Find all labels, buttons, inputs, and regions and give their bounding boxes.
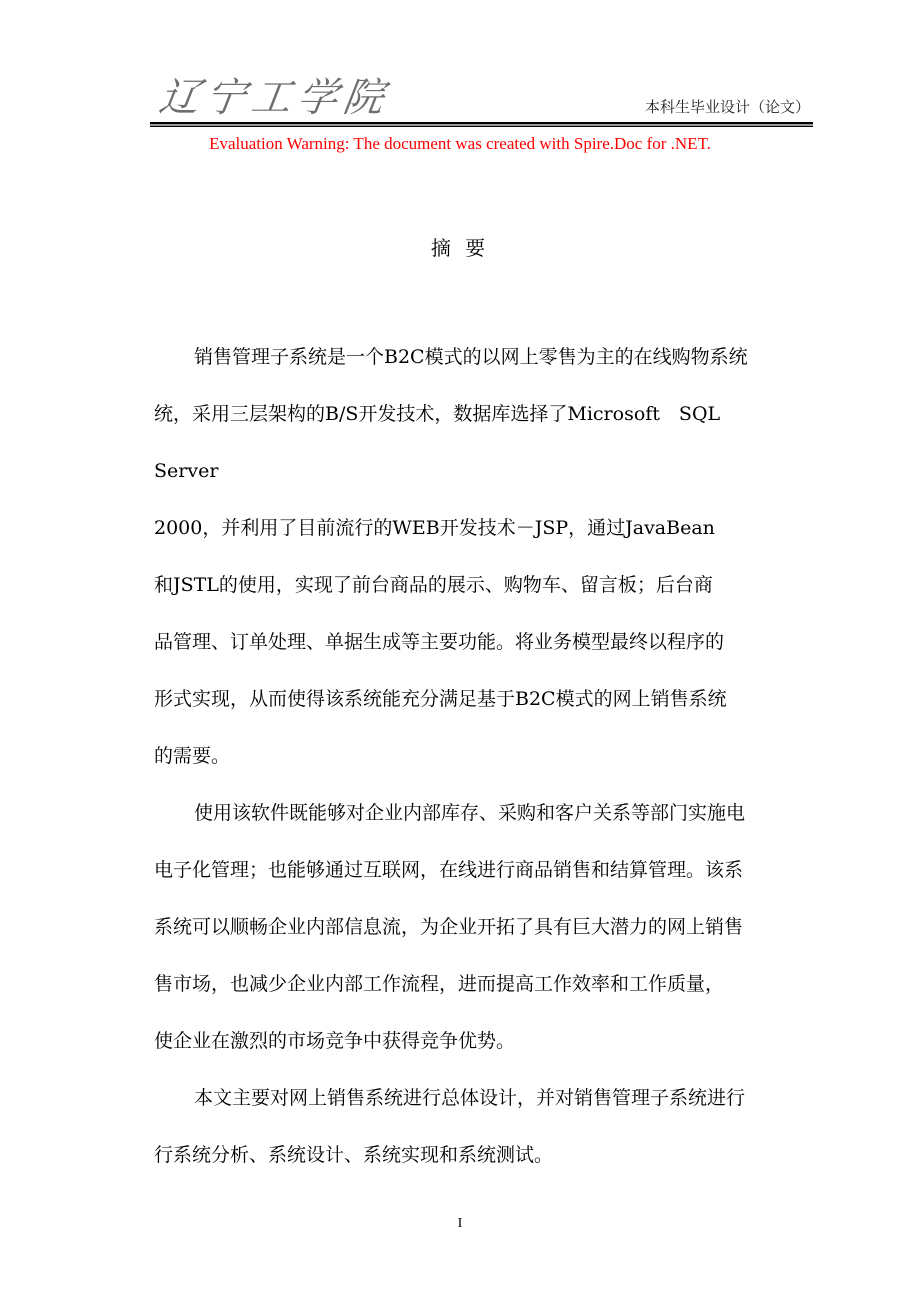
text-line: 形式实现，从而使得该系统能充分满足基于B2C模式的网上销售系统 <box>154 688 727 710</box>
text-line: 行系统分析、系统设计、系统实现和系统测试。 <box>154 1144 554 1166</box>
text-line: 电子化管理；也能够通过互联网，在线进行商品销售和结算管理。该系 <box>154 859 744 881</box>
text-line: 销售管理子系统是一个B2C模式的以网上零售为主的在线购物系统 <box>194 346 748 368</box>
text-line: 统，采用三层架构的B/S开发技术，数据库选择了Microsoft SQL <box>154 403 721 425</box>
text-line: 系统可以顺畅企业内部信息流，为企业开拓了具有巨大潜力的网上销售 <box>154 916 744 938</box>
university-logo: 辽宁工学院 <box>156 75 393 121</box>
page-number: I <box>457 1216 463 1231</box>
abstract-body <box>154 338 834 1193</box>
header-document-type: 本科生毕业设计（论文） <box>644 98 810 116</box>
text-line: 品管理、订单处理、单据生成等主要功能。将业务模型最终以程序的 <box>154 631 725 653</box>
text-line: 2000，并利用了目前流行的WEB开发技术－JSP，通过JavaBean <box>154 517 715 539</box>
abstract-title: 摘 要 <box>430 236 490 260</box>
text-line: 售市场，也减少企业内部工作流程，进而提高工作效率和工作质量， <box>154 973 725 995</box>
text-line: 本文主要对网上销售系统进行总体设计，并对销售管理子系统进行 <box>194 1087 746 1109</box>
text-line: 使用该软件既能够对企业内部库存、采购和客户关系等部门实施电 <box>194 802 746 824</box>
header-rule-divider <box>150 122 813 127</box>
evaluation-warning: Evaluation Warning: The document was created with Spire.Doc for .NET. <box>209 134 711 153</box>
text-line: Server <box>154 460 219 482</box>
text-line: 的需要。 <box>154 745 231 767</box>
text-line: 和JSTL的使用，实现了前台商品的展示、购物车、留言板；后台商 <box>154 574 713 596</box>
text-line: 使企业在激烈的市场竞争中获得竞争优势。 <box>154 1030 516 1052</box>
